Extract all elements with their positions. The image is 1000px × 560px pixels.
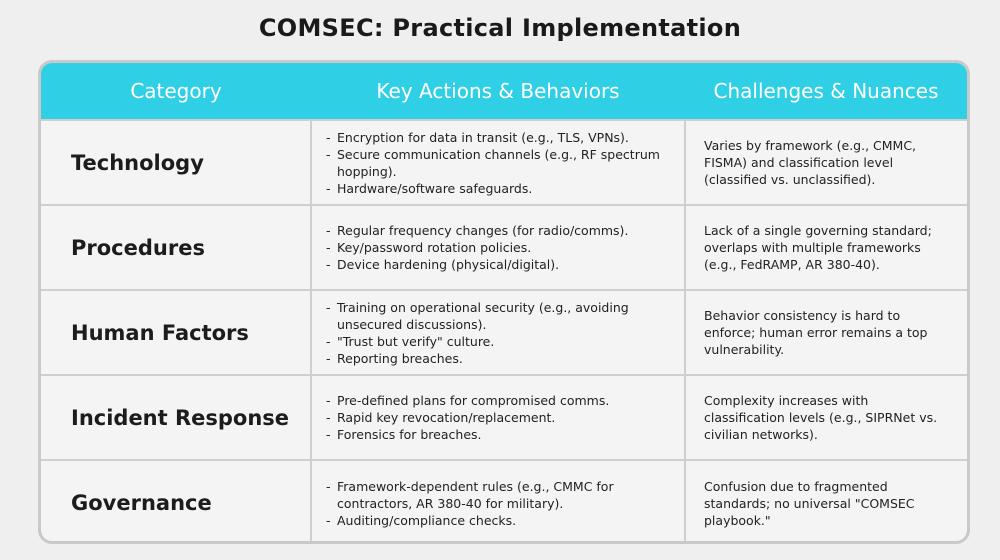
actions-cell (311, 290, 685, 375)
actions-list (326, 478, 672, 529)
action-item: - Training on operational security (e.g., avoiding unsecured discussions). (326, 299, 672, 333)
action-item: - Framework-dependent rules (e.g., CMMC for contractors, AR 380-40 for military). (326, 478, 672, 512)
actions-list (326, 129, 672, 197)
action-item: - Rapid key revocation/replacement. (326, 409, 672, 426)
action-item: - Forensics for breaches. (326, 426, 672, 443)
category-cell: Human Factors (41, 290, 311, 375)
header-challenges: Challenges & Nuances (713, 79, 939, 103)
actions-cell (311, 205, 685, 290)
challenges-cell: Complexity increases with classification levels (e.g., SIPRNet vs. civilian networks). (685, 375, 967, 460)
table-row (41, 460, 967, 544)
table-header-row (41, 63, 967, 120)
header-actions: Key Actions & Behaviors (376, 79, 620, 103)
table-row (41, 120, 967, 205)
actions-list (326, 222, 672, 273)
category-cell: Procedures (41, 205, 311, 290)
actions-cell (311, 375, 685, 460)
action-item: - Secure communication channels (e.g., RF spectrum hopping). (326, 146, 672, 180)
challenges-cell: Confusion due to fragmented standards; no universal "COMSEC playbook." (685, 460, 967, 544)
actions-cell (311, 120, 685, 205)
category-cell: Governance (41, 460, 311, 544)
challenges-cell: Behavior consistency is hard to enforce; human error remains a top vulnerability. (685, 290, 967, 375)
category-cell: Technology (41, 120, 311, 205)
action-item: - Hardware/software safeguards. (326, 180, 672, 197)
table-row (41, 205, 967, 290)
action-item: - Device hardening (physical/digital). (326, 256, 672, 273)
action-item: - Regular frequency changes (for radio/comms). (326, 222, 672, 239)
action-item: - "Trust but verify" culture. (326, 333, 672, 350)
actions-cell (311, 460, 685, 544)
comsec-table (41, 63, 967, 544)
action-item: - Pre-defined plans for compromised comms. (326, 392, 672, 409)
action-item: - Auditing/compliance checks. (326, 512, 672, 529)
actions-list (326, 299, 672, 367)
action-item: - Reporting breaches. (326, 350, 672, 367)
header-category: Category (130, 79, 222, 103)
action-item: - Encryption for data in transit (e.g., TLS, VPNs). (326, 129, 672, 146)
challenges-cell: Lack of a single governing standard; overlaps with multiple frameworks (e.g., FedRAMP, AR 380-40). (685, 205, 967, 290)
table-row (41, 375, 967, 460)
action-item: - Key/password rotation policies. (326, 239, 672, 256)
page-title: COMSEC: Practical Implementation (258, 14, 742, 42)
challenges-cell: Varies by framework (e.g., CMMC, FISMA) and classification level (classified vs. unclassified). (685, 120, 967, 205)
category-cell: Incident Response (41, 375, 311, 460)
actions-list (326, 392, 672, 443)
comsec-table-frame (38, 60, 970, 544)
table-row (41, 290, 967, 375)
